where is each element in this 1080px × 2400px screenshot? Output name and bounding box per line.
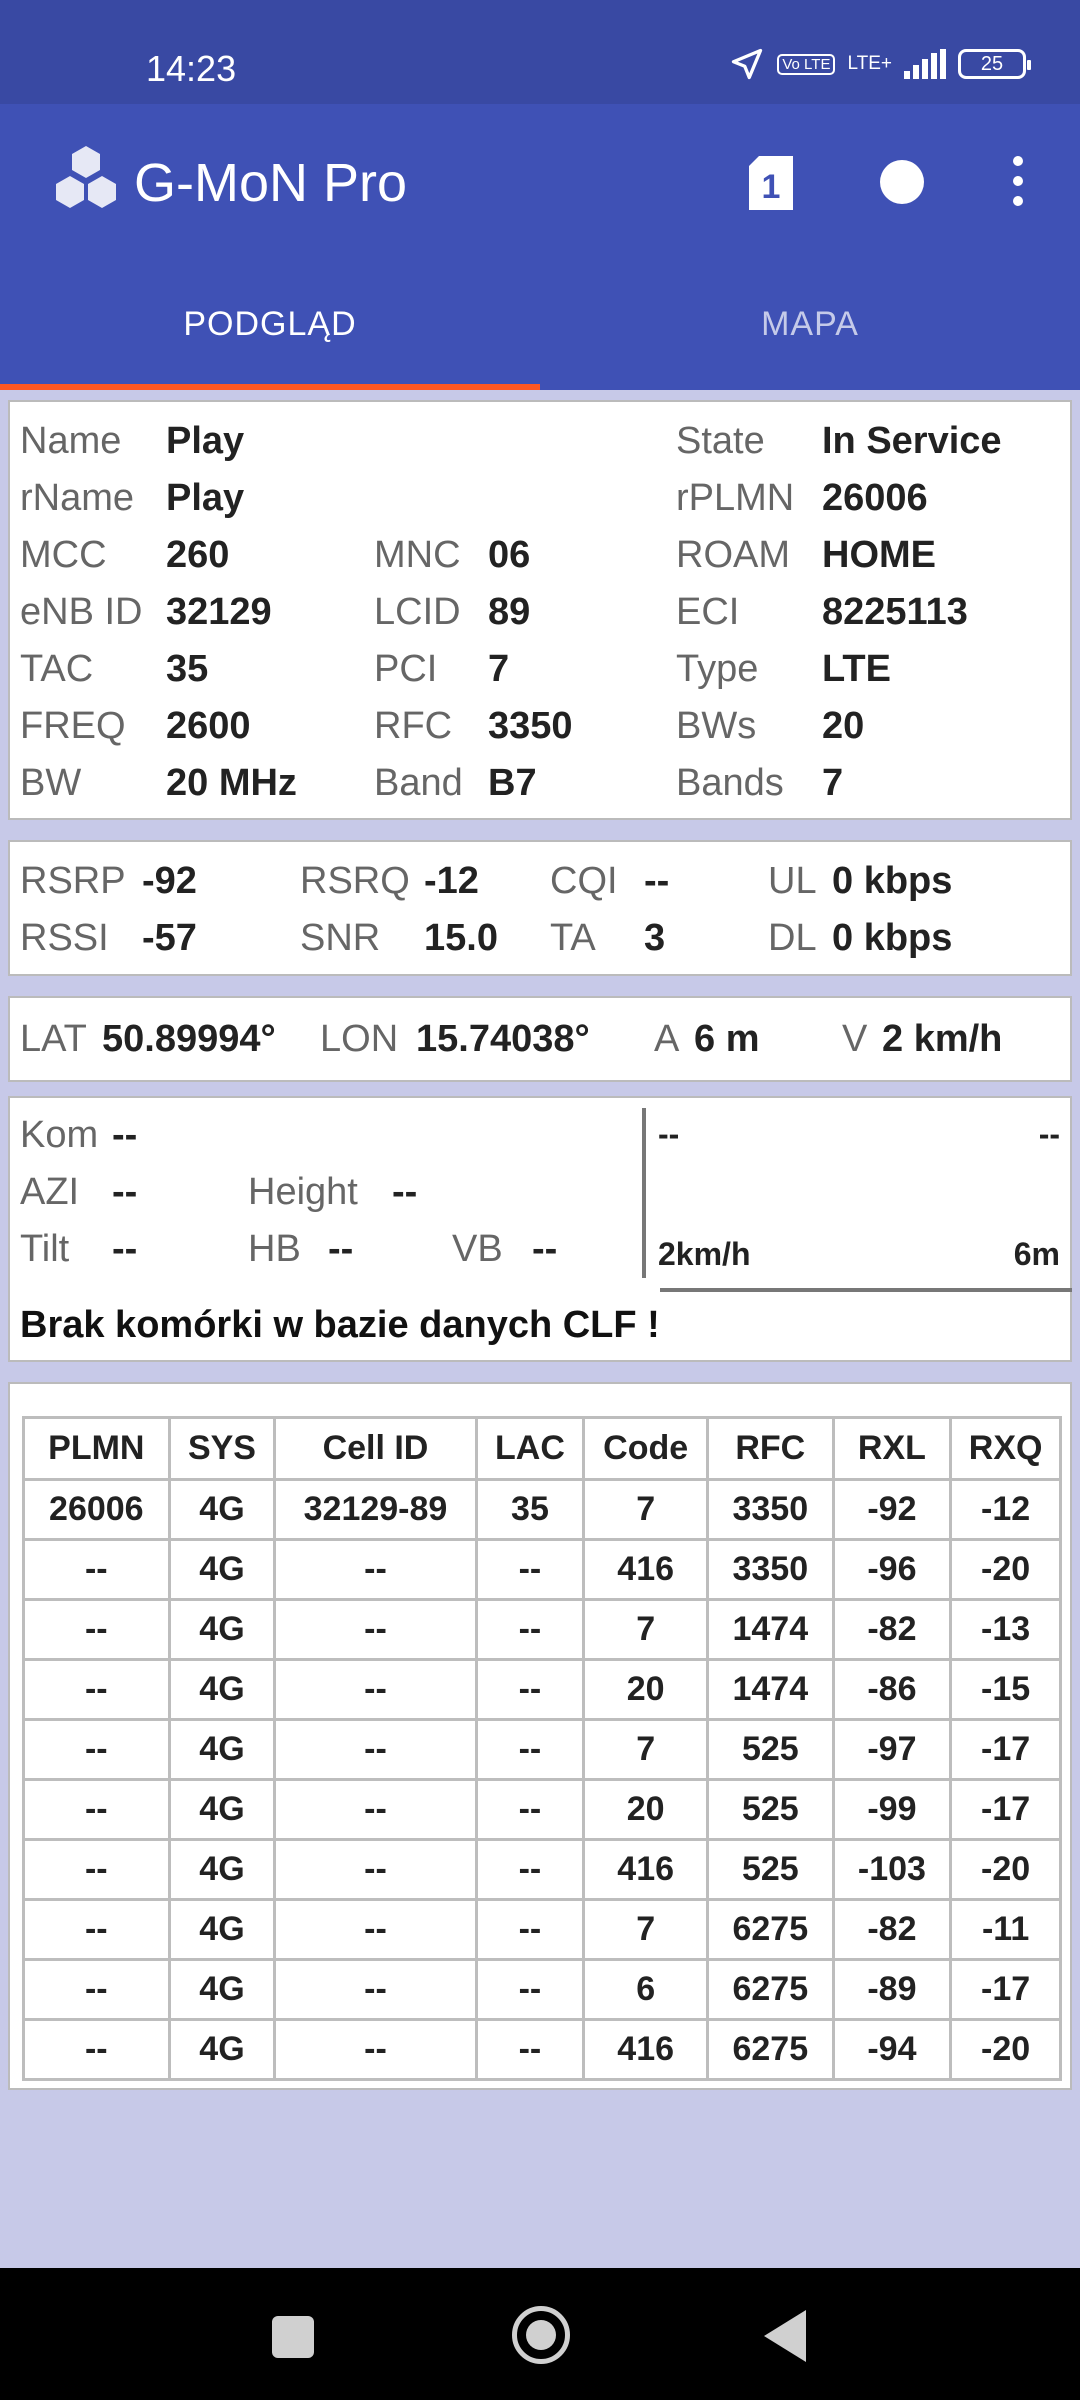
cell-code: 20 — [584, 1660, 708, 1720]
record-icon[interactable] — [880, 160, 924, 204]
tac-label: TAC — [20, 648, 94, 690]
tab-indicator — [0, 384, 540, 390]
rsrp-value: -92 — [142, 860, 197, 902]
cell-rfc: 6275 — [708, 2020, 834, 2080]
bws-label: BWs — [676, 705, 757, 747]
ul-value: 0 kbps — [832, 860, 953, 902]
altitude-label: A — [654, 1018, 680, 1060]
cell-lac: -- — [476, 1600, 584, 1660]
state-value: In Service — [822, 420, 1002, 462]
bands-value: 7 — [822, 762, 844, 804]
graph-bottom-left: 2km/h — [658, 1236, 751, 1272]
cell-lac: -- — [476, 1960, 584, 2020]
speed-label: V — [842, 1018, 868, 1060]
lon-label: LON — [320, 1018, 399, 1060]
freq-label: FREQ — [20, 705, 126, 747]
rsrq-label: RSRQ — [300, 860, 410, 902]
app-logo-icon — [50, 144, 122, 216]
cell-plmn: -- — [24, 1720, 170, 1780]
tab-mapa[interactable]: MAPA — [761, 304, 859, 343]
system-nav-bar — [0, 2268, 1080, 2400]
cell-rfc: 525 — [708, 1780, 834, 1840]
speed-value: 2 km/h — [882, 1018, 1003, 1060]
cell-code: 416 — [584, 1540, 708, 1600]
lat-label: LAT — [20, 1018, 87, 1060]
cell-cell-id: -- — [275, 1900, 476, 1960]
cell-rfc: 6275 — [708, 1900, 834, 1960]
roam-label: ROAM — [676, 534, 790, 576]
graph-divider-vertical — [642, 1108, 646, 1278]
height-value: -- — [392, 1171, 418, 1213]
rssi-value: -57 — [142, 917, 197, 959]
cell-cell-id: -- — [275, 1660, 476, 1720]
table-row — [24, 1600, 1061, 1660]
rsrp-label: RSRP — [20, 860, 126, 902]
cell-code: 7 — [584, 1720, 708, 1780]
cell-rxl: -97 — [833, 1720, 951, 1780]
cell-sys: 4G — [169, 1780, 275, 1840]
home-button[interactable] — [512, 2306, 570, 2364]
cell-rxq: -20 — [951, 1840, 1061, 1900]
neighbour-table — [22, 1416, 1062, 2081]
cell-rfc: 3350 — [708, 1480, 834, 1540]
bw-label: BW — [20, 762, 82, 804]
cell-rxl: -103 — [833, 1840, 951, 1900]
more-options-icon[interactable] — [1003, 156, 1033, 206]
table-row — [24, 2020, 1061, 2080]
lat-value: 50.89994° — [102, 1018, 276, 1060]
cell-lac: -- — [476, 1900, 584, 1960]
cell-plmn: 26006 — [24, 1480, 170, 1540]
cell-code: 20 — [584, 1780, 708, 1840]
cell-sys: 4G — [169, 1960, 275, 2020]
cell-plmn: -- — [24, 1840, 170, 1900]
cell-sys: 4G — [169, 1540, 275, 1600]
cell-rxl: -86 — [833, 1660, 951, 1720]
cell-rfc: 6275 — [708, 1960, 834, 2020]
cell-code: 7 — [584, 1600, 708, 1660]
battery-icon — [958, 49, 1026, 79]
mnc-value: 06 — [488, 534, 531, 576]
cell-sys: 4G — [169, 1600, 275, 1660]
cell-rxq: -17 — [951, 1960, 1061, 2020]
azi-value: -- — [112, 1171, 138, 1213]
vb-value: -- — [532, 1228, 558, 1270]
cell-cell-id: -- — [275, 1840, 476, 1900]
cell-plmn: -- — [24, 1540, 170, 1600]
cell-code: 7 — [584, 1900, 708, 1960]
lon-value: 15.74038° — [416, 1018, 590, 1060]
cell-cell-id: -- — [275, 1780, 476, 1840]
name-value: Play — [166, 420, 245, 462]
table-row — [24, 1780, 1061, 1840]
battery-level: 25 — [980, 53, 1004, 75]
ta-value: 3 — [644, 917, 666, 959]
enb-label: eNB ID — [20, 591, 143, 633]
tac-value: 35 — [166, 648, 209, 690]
type-label: Type — [676, 648, 759, 690]
cell-rxl: -94 — [833, 2020, 951, 2080]
location-arrow-icon — [729, 46, 765, 82]
cqi-label: CQI — [550, 860, 618, 902]
eci-value: 8225113 — [822, 591, 968, 633]
cell-rxl: -92 — [833, 1480, 951, 1540]
cell-rfc: 1474 — [708, 1600, 834, 1660]
cell-lac: -- — [476, 1780, 584, 1840]
clf-message: Brak komórki w bazie danych CLF ! — [20, 1304, 660, 1346]
cell-plmn: -- — [24, 2020, 170, 2080]
tilt-label: Tilt — [20, 1228, 70, 1270]
hb-label: HB — [248, 1228, 301, 1270]
cell-rxl: -99 — [833, 1780, 951, 1840]
rname-value: Play — [166, 477, 245, 519]
cell-cell-id: -- — [275, 1600, 476, 1660]
col-lac: LAC — [476, 1418, 584, 1480]
lcid-value: 89 — [488, 591, 531, 633]
vb-label: VB — [452, 1228, 503, 1270]
cell-code: 416 — [584, 2020, 708, 2080]
col-sys: SYS — [169, 1418, 275, 1480]
mcc-label: MCC — [20, 534, 107, 576]
dl-value: 0 kbps — [832, 917, 953, 959]
col-rxq: RXQ — [951, 1418, 1061, 1480]
cqi-value: -- — [644, 860, 670, 902]
rplmn-label: rPLMN — [676, 477, 795, 519]
col-cell-id: Cell ID — [275, 1418, 476, 1480]
status-bar — [0, 0, 1080, 104]
cell-cell-id: -- — [275, 1540, 476, 1600]
app-bar — [0, 104, 1080, 260]
snr-value: 15.0 — [424, 917, 498, 959]
band-value: B7 — [488, 762, 537, 804]
cell-rfc: 525 — [708, 1720, 834, 1780]
kom-label: Kom — [20, 1114, 99, 1156]
cell-lac: 35 — [476, 1480, 584, 1540]
type-value: LTE — [822, 648, 891, 690]
tilt-value: -- — [112, 1228, 138, 1270]
recents-button[interactable] — [272, 2316, 314, 2358]
graph-top-right: -- — [1038, 1116, 1060, 1152]
cell-rxq: -13 — [951, 1600, 1061, 1660]
table-header-row — [24, 1418, 1061, 1480]
cell-lac: -- — [476, 1540, 584, 1600]
cell-rxq: -20 — [951, 2020, 1061, 2080]
mcc-value: 260 — [166, 534, 230, 576]
tab-bar — [0, 260, 1080, 390]
cell-rxq: -17 — [951, 1780, 1061, 1840]
cell-code: 416 — [584, 1840, 708, 1900]
cell-rxq: -20 — [951, 1540, 1061, 1600]
cell-plmn: -- — [24, 1780, 170, 1840]
cell-code: 6 — [584, 1960, 708, 2020]
status-icons — [729, 46, 1026, 82]
sim-card-icon[interactable] — [747, 154, 795, 212]
cell-plmn: -- — [24, 1660, 170, 1720]
graph-baseline — [660, 1288, 1072, 1292]
rsrq-value: -12 — [424, 860, 479, 902]
cell-lac: -- — [476, 1840, 584, 1900]
app-title: G-MoN Pro — [134, 153, 408, 213]
cell-cell-id: -- — [275, 1960, 476, 2020]
cell-plmn: -- — [24, 1960, 170, 2020]
rfc-value: 3350 — [488, 705, 573, 747]
cell-info-card — [8, 400, 1072, 820]
lcid-label: LCID — [374, 591, 461, 633]
cell-sys: 4G — [169, 1900, 275, 1960]
pci-label: PCI — [374, 648, 438, 690]
cell-rfc: 525 — [708, 1840, 834, 1900]
altitude-value: 6 m — [694, 1018, 760, 1060]
signal-bars-icon — [904, 49, 946, 79]
enb-value: 32129 — [166, 591, 272, 633]
dl-label: DL — [768, 917, 817, 959]
pci-value: 7 — [488, 648, 510, 690]
height-label: Height — [248, 1171, 358, 1213]
cell-rxq: -17 — [951, 1720, 1061, 1780]
cell-rxq: -15 — [951, 1660, 1061, 1720]
graph-top-left: -- — [658, 1116, 680, 1152]
state-label: State — [676, 420, 765, 462]
azi-label: AZI — [20, 1171, 80, 1213]
cell-cell-id: -- — [275, 1720, 476, 1780]
cell-rxl: -82 — [833, 1600, 951, 1660]
volte-icon: Vo LTE — [777, 54, 835, 75]
sim-slot-number: 1 — [761, 168, 781, 206]
cell-lac: -- — [476, 1720, 584, 1780]
rplmn-value: 26006 — [822, 477, 928, 519]
table-row — [24, 1480, 1061, 1540]
bw-value: 20 MHz — [166, 762, 297, 804]
bands-label: Bands — [676, 762, 784, 804]
site-info-card — [8, 1096, 1072, 1362]
tab-podglad[interactable]: PODGLĄD — [183, 304, 357, 343]
cell-lac: -- — [476, 2020, 584, 2080]
cell-rxl: -89 — [833, 1960, 951, 2020]
eci-label: ECI — [676, 591, 740, 633]
signal-card — [8, 840, 1072, 976]
cell-rxl: -82 — [833, 1900, 951, 1960]
cell-rxq: -12 — [951, 1480, 1061, 1540]
col-rfc: RFC — [708, 1418, 834, 1480]
status-time: 14:23 — [146, 48, 237, 89]
bws-value: 20 — [822, 705, 865, 747]
table-row — [24, 1960, 1061, 2020]
ta-label: TA — [550, 917, 596, 959]
table-row — [24, 1900, 1061, 1960]
col-plmn: PLMN — [24, 1418, 170, 1480]
kom-value: -- — [112, 1114, 138, 1156]
freq-value: 2600 — [166, 705, 251, 747]
name-label: Name — [20, 420, 122, 462]
location-card — [8, 996, 1072, 1082]
network-type: LTE+ — [847, 53, 892, 74]
cell-cell-id: -- — [275, 2020, 476, 2080]
cell-sys: 4G — [169, 1660, 275, 1720]
table-row — [24, 1540, 1061, 1600]
band-label: Band — [374, 762, 463, 804]
snr-label: SNR — [300, 917, 381, 959]
cell-rfc: 1474 — [708, 1660, 834, 1720]
cell-plmn: -- — [24, 1600, 170, 1660]
col-rxl: RXL — [833, 1418, 951, 1480]
ul-label: UL — [768, 860, 817, 902]
cell-sys: 4G — [169, 1840, 275, 1900]
graph-bottom-right: 6m — [1013, 1236, 1060, 1272]
col-code: Code — [584, 1418, 708, 1480]
back-button[interactable] — [764, 2310, 806, 2362]
cell-plmn: -- — [24, 1900, 170, 1960]
cell-cell-id: 32129-89 — [275, 1480, 476, 1540]
rname-label: rName — [20, 477, 135, 519]
roam-value: HOME — [822, 534, 936, 576]
cell-rfc: 3350 — [708, 1540, 834, 1600]
cell-sys: 4G — [169, 2020, 275, 2080]
hb-value: -- — [328, 1228, 354, 1270]
cell-sys: 4G — [169, 1720, 275, 1780]
rfc-label: RFC — [374, 705, 453, 747]
cell-sys: 4G — [169, 1480, 275, 1540]
mnc-label: MNC — [374, 534, 461, 576]
rssi-label: RSSI — [20, 917, 109, 959]
cell-rxq: -11 — [951, 1900, 1061, 1960]
cell-code: 7 — [584, 1480, 708, 1540]
cell-rxl: -96 — [833, 1540, 951, 1600]
neighbour-table-card — [8, 1382, 1072, 2090]
table-row — [24, 1720, 1061, 1780]
table-row — [24, 1840, 1061, 1900]
table-row — [24, 1660, 1061, 1720]
cell-lac: -- — [476, 1660, 584, 1720]
